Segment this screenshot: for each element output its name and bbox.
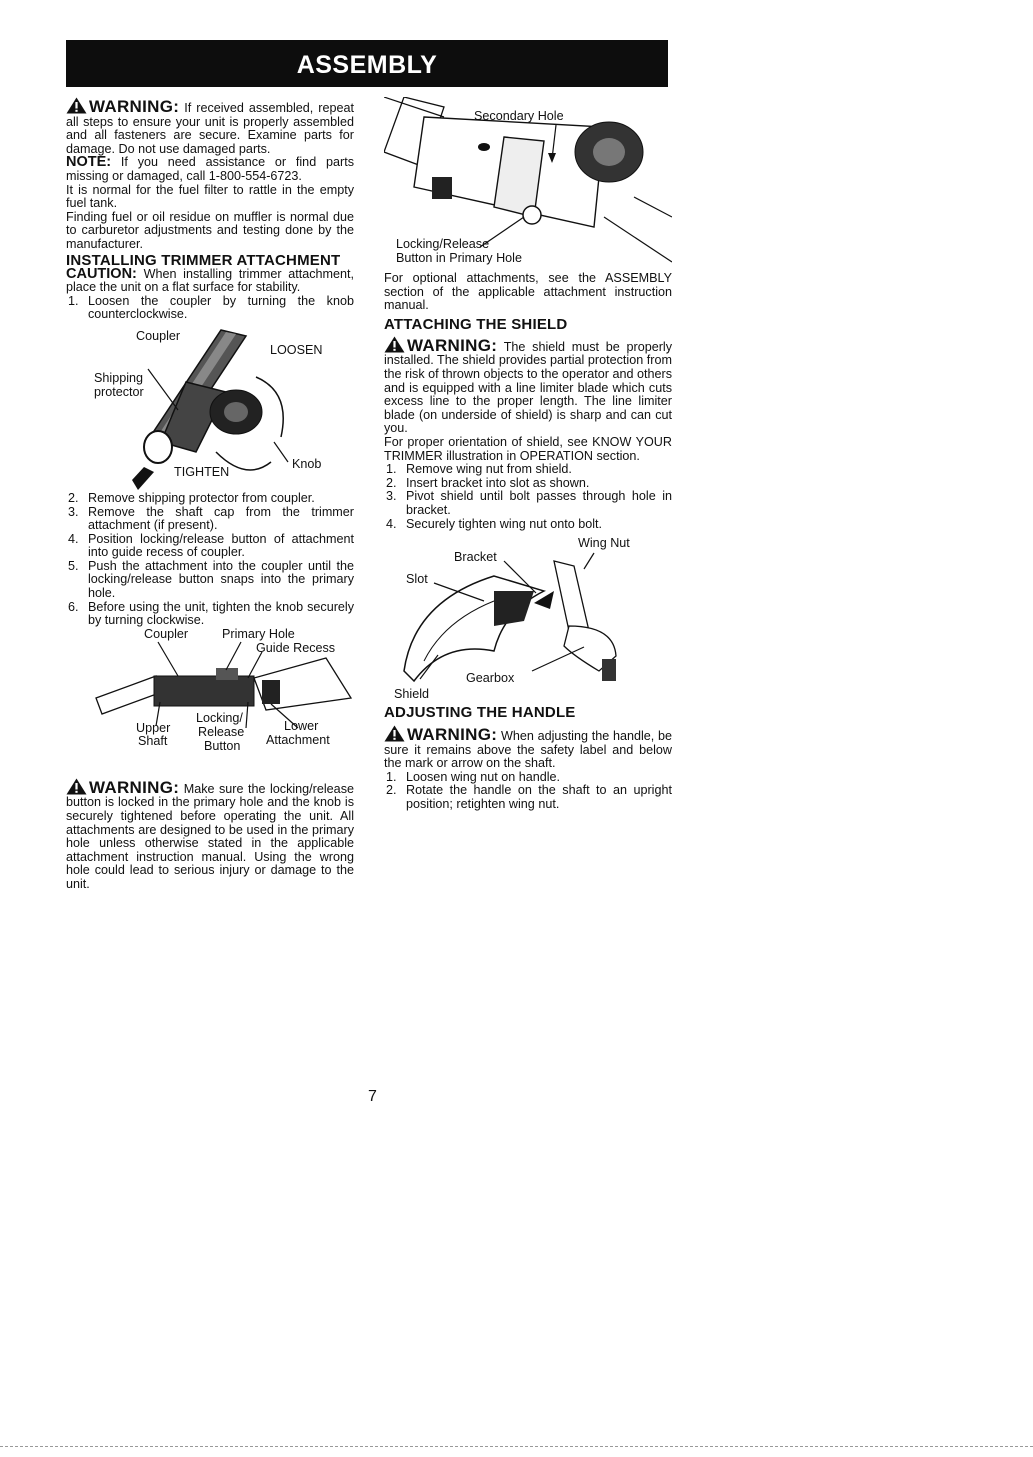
steps-install — [66, 492, 354, 628]
list-item: 6. Before using the unit, tighten the knob securely by turning clockwise. — [68, 599, 354, 628]
section-banner: ASSEMBLY — [66, 40, 668, 87]
label-shield: Shield — [394, 687, 430, 702]
list-item: 1. Remove wing nut from shield. — [386, 462, 572, 477]
label-lower: Lower — [284, 718, 319, 733]
para-optional-attachments: For optional attachments, see the ASSEMBLY section of the applicable attachment instruction manual. — [384, 271, 672, 313]
label-protector: protector — [94, 384, 144, 399]
label-coupler: Coupler — [136, 328, 181, 343]
steps-handle — [384, 771, 672, 812]
label-button: Button — [204, 738, 241, 753]
label-slot: Slot — [406, 572, 428, 587]
warning-shield: WARNING: The shield must be properly installed. The shield provides partial protection from the risk of thrown objects to the operator and others and is equipped with a line limiter blade which cuts excess line to the proper length. The line limiter blade (on underside of shield) is sharp and can cut you. — [384, 335, 672, 436]
warning-received-assembled: WARNING: If received assembled, repeat all steps to ensure your unit is properly assembled and all fasteners are secure. Examine parts for damage. Do not use damaged parts. — [66, 97, 354, 156]
label-wing-nut: Wing Nut — [578, 536, 630, 551]
list-item: 1. Loosen wing nut on handle. — [386, 769, 561, 784]
label-button-primary-hole: Button in Primary Hole — [396, 251, 522, 265]
label-coupler-2: Coupler — [144, 626, 189, 641]
caution-flat-surface: CAUTION: When installing trimmer attachment, place the unit on a flat surface for stability. — [66, 265, 354, 295]
label-locking: Locking/ — [196, 710, 243, 725]
left-column — [66, 97, 354, 892]
list-item: 4. Securely tighten wing nut onto bolt. — [386, 516, 603, 531]
list-item: 2. Insert bracket into slot as shown. — [386, 475, 590, 490]
list-item: 3. Remove the shaft cap from the trimmer attachment (if present). — [68, 504, 354, 533]
label-gearbox: Gearbox — [466, 671, 515, 686]
label-knob: Knob — [292, 456, 322, 471]
warning-triangle-icon — [66, 97, 87, 114]
label-secondary-hole: Secondary Hole — [474, 109, 564, 123]
warning-handle: WARNING: When adjusting the handle, be sure it remains above the safety label and below the mark or arrow on the shaft. — [384, 725, 672, 771]
para-fuel-filter: It is normal for the fuel filter to rattle in the empty fuel tank. — [66, 182, 354, 211]
note-assistance: NOTE: If you need assistance or find parts missing or damaged, call 1-800-554-6723. — [66, 154, 354, 183]
list-item: 1. Loosen the coupler by turning the knob counterclockwise. — [68, 293, 354, 322]
label-loosen: LOOSEN — [270, 342, 323, 357]
list-item: 4. Position locking/release button of attachment into guide recess of coupler. — [68, 531, 354, 560]
list-item: 5. Push the attachment into the coupler until the locking/release button snaps into the primary hole. — [68, 558, 354, 601]
shield-illustration — [384, 531, 672, 703]
label-upper: Upper — [136, 720, 171, 735]
list-item: 3. Pivot shield until bolt passes through hole in bracket. — [386, 489, 672, 517]
figure-shield-assembly — [384, 531, 672, 703]
warning-triangle-icon — [384, 336, 405, 353]
heading-attaching-shield: ATTACHING THE SHIELD — [384, 315, 568, 333]
figure-coupler-loosen — [66, 322, 354, 492]
warning-locking-button: WARNING: Make sure the locking/release button is locked in the primary hole and the knob is securely tightened before operating the unit. All attachments are designed to be used in the primary hole unless otherwise stated in the applicable attachment instruction manual. Using the wrong hole could lead to serious injury or damage to the unit. — [66, 777, 354, 891]
label-guide-recess: Guide Recess — [256, 640, 336, 655]
label-primary-hole: Primary Hole — [222, 626, 295, 641]
heading-adjusting-handle: ADJUSTING THE HANDLE — [384, 704, 576, 722]
steps-loosen — [66, 295, 354, 322]
label-bracket: Bracket — [454, 550, 497, 565]
para-shield-orientation: For proper orientation of shield, see KNOW YOUR TRIMMER illustration in OPERATION section. — [384, 434, 672, 463]
label-attachment: Attachment — [266, 732, 330, 747]
page-bottom-edge — [0, 1446, 1033, 1447]
warning-triangle-icon — [384, 725, 405, 742]
label-release: Release — [198, 724, 245, 739]
para-fuel-residue: Finding fuel or oil residue on muffler is normal due to carburetor adjustments and testing done by the manufacturer. — [66, 209, 354, 251]
label-tighten: TIGHTEN — [174, 464, 230, 479]
page-number: 7 — [368, 1088, 377, 1105]
label-shaft: Shaft — [138, 733, 168, 748]
right-column — [384, 97, 672, 812]
label-shipping: Shipping — [94, 370, 144, 385]
heading-installing-trimmer-attachment: INSTALLING TRIMMER ATTACHMENT — [66, 251, 341, 269]
figure-secondary-hole — [384, 97, 672, 272]
steps-shield — [384, 463, 672, 531]
warning-triangle-icon — [66, 778, 87, 795]
figure-coupler-attachment — [66, 628, 354, 778]
list-item: 2. Rotate the handle on the shaft to an upright position; retighten wing nut. — [386, 783, 672, 812]
label-locking-release: Locking/Release — [396, 237, 490, 251]
list-item: 2. Remove shipping protector from coupler. — [68, 490, 315, 505]
